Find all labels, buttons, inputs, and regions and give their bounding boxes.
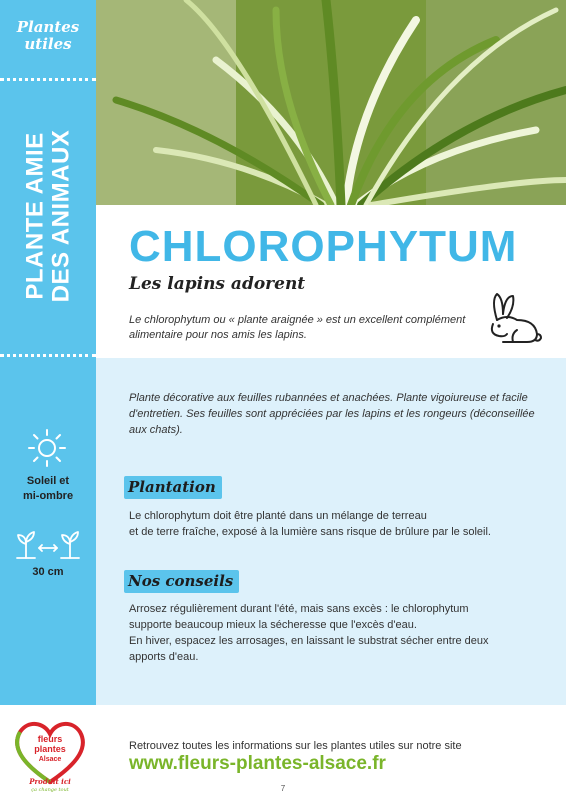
conseils-line2: supporte beaucoup mieux la sécheresse que l'excès d'eau. [129,619,417,631]
plantation-text-line1: Le chlorophytum doit être planté dans un mélange de terreau [129,510,427,522]
conseils-line1: Arrosez régulièrement durant l'été, mais sans excès : le chlorophytum [129,603,469,615]
exposure-label [0,474,96,504]
dotted-divider-top [0,78,96,81]
conseils-line3: En hiver, espacez les arrosages, en laissant le substrat sécher entre deux [129,635,489,647]
plantation-text [129,508,549,540]
plantation-text-line2: et de terre fraîche, exposé à la lumière sans risque de brûlure par le soleil. [129,526,491,538]
conseils-text [129,601,549,665]
sidebar-vertical-title [0,90,96,342]
sidebar [0,0,96,705]
plant-description: Plante décorative aux feuilles rubannées et anachées. Plante vigoiureuse et facile d'entretien. Ses feuilles sont appréciées par les lapins et les rongeurs (déconseillée aux chats). [129,392,535,436]
page-subtitle: Les lapins adorent [129,274,306,294]
logo-tagline2: ça change tout [31,787,69,792]
conseils-line4: apports d'eau. [129,651,199,663]
fleurs-plantes-alsace-logo [10,712,90,792]
plant-photo [96,0,566,205]
sidebar-header-line2: utiles [24,35,72,53]
website-link[interactable]: www.fleurs-plantes-alsace.fr [129,753,386,774]
exposure-line1: Soleil et [26,475,70,487]
spacing-label: 30 cm [32,566,64,578]
dotted-divider-middle [0,354,96,357]
plant-spacing-icon [13,526,83,562]
page-number: 7 [280,784,286,793]
plantation-heading [124,476,222,499]
footer-text: Retrouvez toutes les informations sur les plantes utiles sur notre site [129,740,462,752]
intro-text: Le chlorophytum ou « plante araignée » est un excellent complément alimentaire pour nos amis les lapins. [129,314,466,341]
sidebar-header-line1: Plantes [16,18,80,36]
logo-line2: plantes [34,744,66,754]
sun-icon [27,428,67,468]
conseils-heading [124,570,239,593]
conseils-heading-text: Nos conseils [128,572,234,590]
vertical-title-line1: PLANTE AMIE [21,132,48,300]
page-title: CHLOROPHYTUM [129,222,518,271]
logo-line1: fleurs [37,734,63,744]
plantation-heading-text: Plantation [128,478,216,496]
logo-line3: Alsace [38,756,62,763]
vertical-title-line2: DES ANIMAUX [47,129,74,303]
sidebar-header [0,0,96,72]
rabbit-icon [483,290,543,350]
spider-plant-image [96,0,566,205]
exposure-line2: mi-ombre [22,490,74,502]
logo-tagline1: Produit ici [29,777,71,786]
